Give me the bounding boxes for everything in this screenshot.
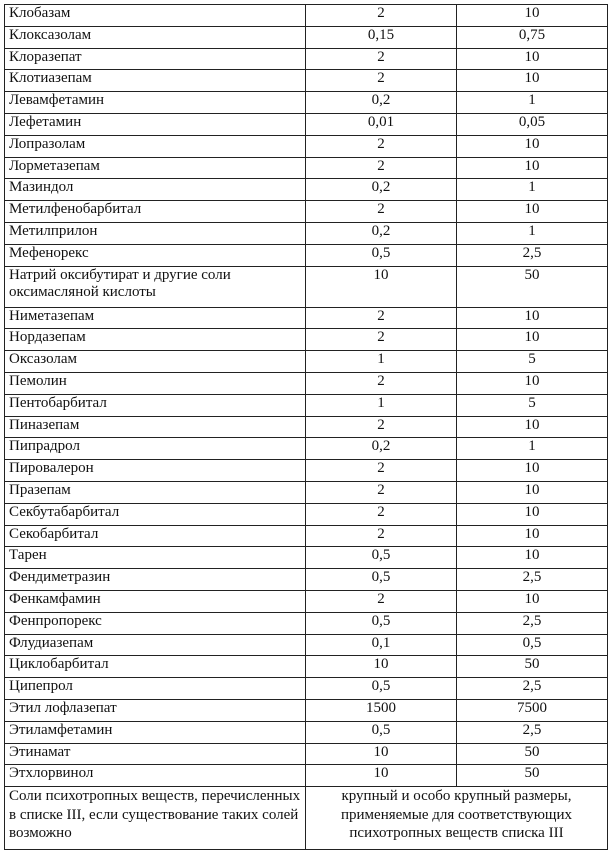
especially-large-amount: 10	[457, 329, 608, 351]
table-row	[5, 743, 608, 765]
large-amount: 0,2	[306, 438, 457, 460]
substance-name: Фенпропорекс	[5, 612, 306, 634]
especially-large-amount: 50	[457, 743, 608, 765]
large-amount: 2	[306, 503, 457, 525]
table-row	[5, 765, 608, 787]
especially-large-amount: 1	[457, 438, 608, 460]
substance-name: Этил лофлазепат	[5, 699, 306, 721]
table-row	[5, 48, 608, 70]
large-amount: 0,2	[306, 179, 457, 201]
large-amount: 2	[306, 481, 457, 503]
table-row	[5, 460, 608, 482]
substance-name: Клоксазолам	[5, 26, 306, 48]
table-row	[5, 135, 608, 157]
table-row	[5, 179, 608, 201]
substance-name: Лефетамин	[5, 113, 306, 135]
large-amount: 1	[306, 351, 457, 373]
especially-large-amount: 50	[457, 765, 608, 787]
large-amount: 0,15	[306, 26, 457, 48]
especially-large-amount: 10	[457, 70, 608, 92]
table-row	[5, 307, 608, 329]
table-row	[5, 547, 608, 569]
table-row	[5, 70, 608, 92]
substance-name: Левамфетамин	[5, 92, 306, 114]
especially-large-amount: 1	[457, 222, 608, 244]
especially-large-amount: 5	[457, 394, 608, 416]
table-row	[5, 266, 608, 307]
table-row	[5, 113, 608, 135]
salts-amount-note: крупный и особо крупный размеры, применяемые для соответствующих психотропных веществ списка III	[306, 787, 608, 850]
large-amount: 2	[306, 460, 457, 482]
substance-name: Мефенорекс	[5, 244, 306, 266]
table-row	[5, 590, 608, 612]
substance-name: Клотиазепам	[5, 70, 306, 92]
table-row	[5, 394, 608, 416]
especially-large-amount: 0,5	[457, 634, 608, 656]
large-amount: 2	[306, 525, 457, 547]
table-row	[5, 525, 608, 547]
large-amount: 0,1	[306, 634, 457, 656]
table-row	[5, 26, 608, 48]
large-amount: 0,5	[306, 612, 457, 634]
large-amount: 2	[306, 157, 457, 179]
large-amount: 2	[306, 307, 457, 329]
large-amount: 10	[306, 266, 457, 307]
substance-name: Этхлорвинол	[5, 765, 306, 787]
substance-name: Ниметазепам	[5, 307, 306, 329]
especially-large-amount: 5	[457, 351, 608, 373]
especially-large-amount: 2,5	[457, 721, 608, 743]
large-amount: 1500	[306, 699, 457, 721]
table-row	[5, 612, 608, 634]
especially-large-amount: 10	[457, 5, 608, 27]
especially-large-amount: 10	[457, 503, 608, 525]
especially-large-amount: 7500	[457, 699, 608, 721]
table-row	[5, 569, 608, 591]
document-page	[4, 4, 607, 850]
table-row	[5, 678, 608, 700]
table-row	[5, 5, 608, 27]
especially-large-amount: 50	[457, 656, 608, 678]
substance-name: Тарен	[5, 547, 306, 569]
substance-name: Пировалерон	[5, 460, 306, 482]
large-amount: 2	[306, 372, 457, 394]
substance-name: Фенкамфамин	[5, 590, 306, 612]
large-amount: 10	[306, 765, 457, 787]
substance-name: Этиламфетамин	[5, 721, 306, 743]
large-amount: 2	[306, 416, 457, 438]
large-amount: 2	[306, 48, 457, 70]
substance-name: Секбутабарбитал	[5, 503, 306, 525]
large-amount: 2	[306, 201, 457, 223]
especially-large-amount: 10	[457, 525, 608, 547]
table-row	[5, 222, 608, 244]
especially-large-amount: 10	[457, 201, 608, 223]
especially-large-amount: 2,5	[457, 612, 608, 634]
table-row	[5, 351, 608, 373]
salts-description: Соли психотропных веществ, перечисленных в списке III, если существование таких солей возможно	[5, 787, 306, 850]
large-amount: 10	[306, 656, 457, 678]
substance-name: Пиназепам	[5, 416, 306, 438]
table-row	[5, 92, 608, 114]
table-row	[5, 481, 608, 503]
substance-name: Лорметазепам	[5, 157, 306, 179]
substance-name: Фендиметразин	[5, 569, 306, 591]
especially-large-amount: 10	[457, 307, 608, 329]
especially-large-amount: 10	[457, 547, 608, 569]
substance-name: Оксазолам	[5, 351, 306, 373]
large-amount: 0,5	[306, 569, 457, 591]
table-row-salts	[5, 787, 608, 850]
especially-large-amount: 10	[457, 157, 608, 179]
substance-name: Пемолин	[5, 372, 306, 394]
table-row	[5, 372, 608, 394]
large-amount: 2	[306, 70, 457, 92]
substance-name: Пипрадрол	[5, 438, 306, 460]
especially-large-amount: 10	[457, 416, 608, 438]
especially-large-amount: 10	[457, 135, 608, 157]
substance-name: Нордазепам	[5, 329, 306, 351]
substance-name: Натрий оксибутират и другие соли оксимасляной кислоты	[5, 266, 306, 307]
substances-table	[4, 4, 608, 850]
substance-name: Мазиндол	[5, 179, 306, 201]
large-amount: 1	[306, 394, 457, 416]
especially-large-amount: 10	[457, 48, 608, 70]
substance-name: Циклобарбитал	[5, 656, 306, 678]
substance-name: Ципепрол	[5, 678, 306, 700]
table-row	[5, 699, 608, 721]
large-amount: 0,01	[306, 113, 457, 135]
large-amount: 0,5	[306, 678, 457, 700]
especially-large-amount: 10	[457, 460, 608, 482]
table-row	[5, 157, 608, 179]
large-amount: 0,5	[306, 547, 457, 569]
substance-name: Флудиазепам	[5, 634, 306, 656]
large-amount: 0,2	[306, 222, 457, 244]
large-amount: 2	[306, 135, 457, 157]
especially-large-amount: 0,05	[457, 113, 608, 135]
table-row	[5, 656, 608, 678]
large-amount: 2	[306, 5, 457, 27]
table-row	[5, 503, 608, 525]
table-row	[5, 438, 608, 460]
especially-large-amount: 10	[457, 590, 608, 612]
substance-name: Лопразолам	[5, 135, 306, 157]
large-amount: 0,2	[306, 92, 457, 114]
substance-name: Клобазам	[5, 5, 306, 27]
especially-large-amount: 2,5	[457, 678, 608, 700]
substance-name: Метилфенобарбитал	[5, 201, 306, 223]
substance-name: Секобарбитал	[5, 525, 306, 547]
large-amount: 0,5	[306, 721, 457, 743]
substance-name: Пентобарбитал	[5, 394, 306, 416]
table-row	[5, 634, 608, 656]
table-row	[5, 721, 608, 743]
large-amount: 10	[306, 743, 457, 765]
table-body	[5, 5, 608, 850]
especially-large-amount: 50	[457, 266, 608, 307]
especially-large-amount: 10	[457, 481, 608, 503]
large-amount: 2	[306, 329, 457, 351]
especially-large-amount: 2,5	[457, 244, 608, 266]
substance-name: Празепам	[5, 481, 306, 503]
especially-large-amount: 1	[457, 179, 608, 201]
table-row	[5, 416, 608, 438]
especially-large-amount: 2,5	[457, 569, 608, 591]
especially-large-amount: 0,75	[457, 26, 608, 48]
table-row	[5, 244, 608, 266]
especially-large-amount: 1	[457, 92, 608, 114]
table-row	[5, 201, 608, 223]
table-row	[5, 329, 608, 351]
substance-name: Этинамат	[5, 743, 306, 765]
substance-name: Метилприлон	[5, 222, 306, 244]
substance-name: Клоразепат	[5, 48, 306, 70]
large-amount: 2	[306, 590, 457, 612]
large-amount: 0,5	[306, 244, 457, 266]
especially-large-amount: 10	[457, 372, 608, 394]
